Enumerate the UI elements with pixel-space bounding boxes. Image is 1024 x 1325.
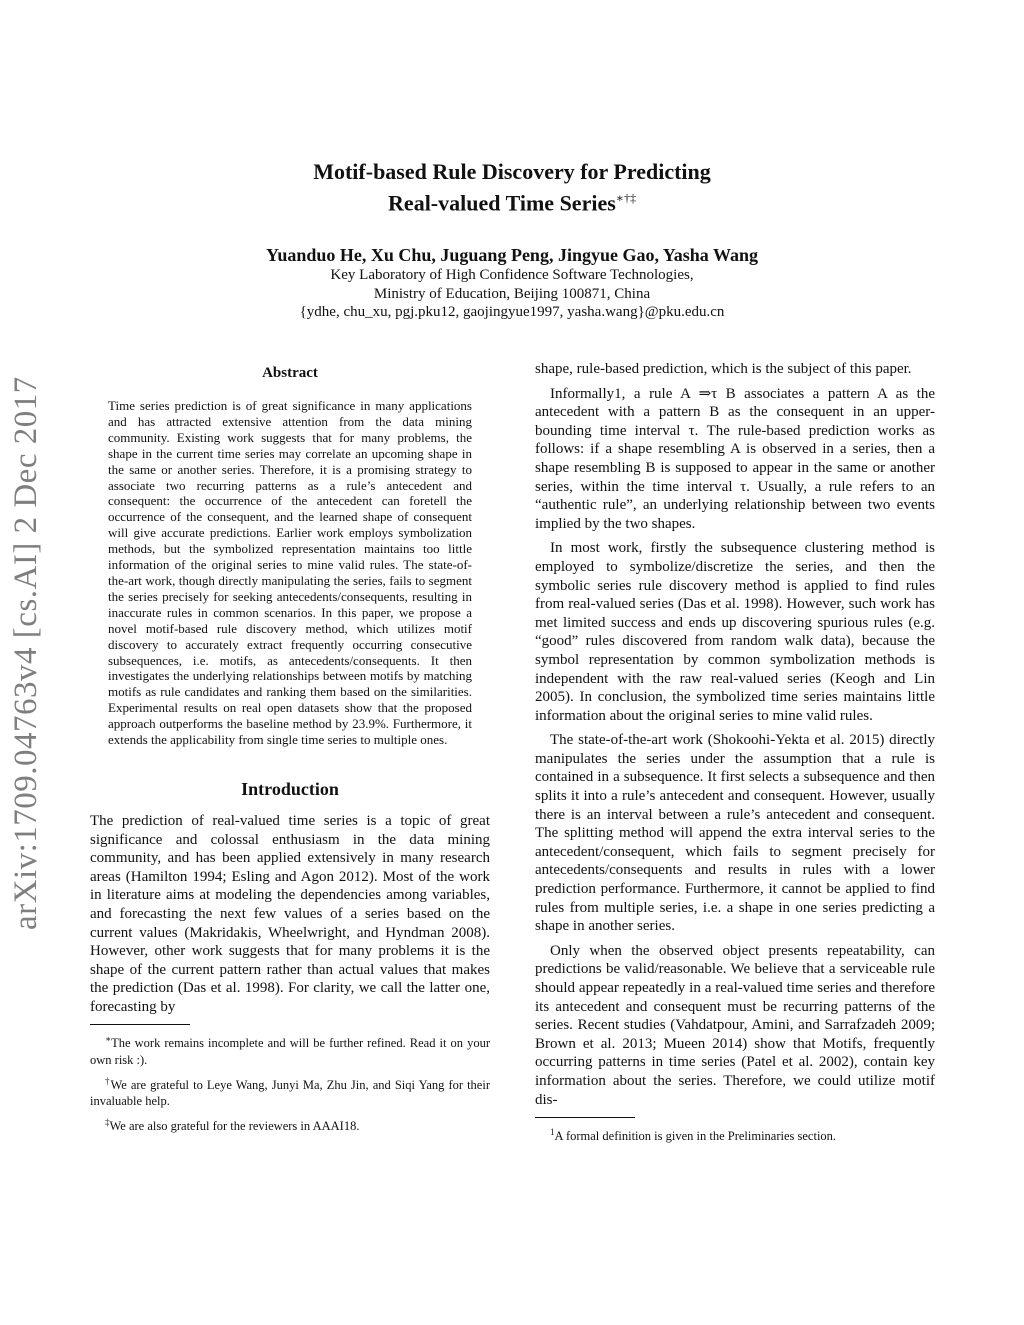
introduction-heading: Introduction	[241, 778, 339, 799]
right-footnote-rule	[535, 1117, 635, 1118]
right-column	[535, 360, 935, 1149]
footnote-2-mark: †	[105, 1075, 111, 1086]
right-paragraph-1: Informally1, a rule A ⇒τ B associates a pattern A as the antecedent with a pattern B as the consequent in an upper-bounding time interval τ. The rule-based prediction works as follows: if a shape resembling A is observed in a series, then a shape resembling B is supposed to appear in the same or another series, within the time interval τ. Usually, a rule refers to an “authentic rule”, an underlying relationship between two events implied by the two shapes.	[535, 385, 935, 532]
footnote-1-text: The work remains incomplete and will be further refined. Read it on your own risk :).	[90, 1036, 490, 1068]
abstract-text: Time series prediction is of great significance in many applications and has attracted extensive attention from the data mining community. Existing work suggests that for many problems, the shape in the current time series may correlate an upcoming shape in the same or another series. Therefore, it is a promising strategy to associate two recurring patterns as a rule’s antecedent and consequent: the occurrence of the antecedent can foretell the occurrence of the consequent, and the learned shape of consequent will give accurate predictions. Earlier work employs symbolization methods, but the symbolized representation maintains too little information of the original series to mine valid rules. The state-of-the-art work, though directly manipulating the series, fails to segment the series precisely for seeking antecedents/consequents, resulting in inaccurate rules in common scenarios. In this paper, we propose a novel motif-based rule discovery method, which utilizes motif discovery to accurately extract frequently occurring consecutive subsequences, i.e. motifs, as antecedents/consequents. It then investigates the underlying relationships between motifs by matching motifs as rule candidates and ranking them based on the similarities. Experimental results on real open datasets show that the proposed approach outperforms the baseline method by 23.9%. Furthermore, it extends the applicability from single time series to multiple ones.	[108, 398, 472, 748]
footnote-1	[90, 1031, 490, 1068]
footnote-definition-text: A formal definition is given in the Preliminaries section.	[554, 1129, 837, 1144]
paper-title	[0, 158, 1024, 216]
title-line-1: Motif-based Rule Discovery for Predicting	[313, 159, 711, 184]
arxiv-identifier: arXiv:1709.04763v4 [cs.AI] 2 Dec 2017	[8, 376, 44, 930]
author-emails: {ydhe, chu_xu, pgj.pku12, gaojingyue1997, yasha.wang}@pku.edu.cn	[299, 304, 725, 321]
affiliation-line-2: Ministry of Education, Beijing 100871, China	[373, 285, 651, 302]
footnote-definition	[535, 1124, 935, 1145]
right-paragraph-2: In most work, firstly the subsequence clustering method is employed to symbolize/discretize the series, and then the symbolic series rule discovery method is applied to find rules from real-valued series (Das et al. 1998). However, such work has met limited success and ends up discovering spurious rules (e.g. “good” rules discovered from random walk data), because the symbol representation by common symbolization methods is independent with the raw real-valued series (Keogh and Lin 2005). In conclusion, the symbolized time series maintains little information about the original series to mine valid rules.	[535, 540, 935, 724]
left-column	[90, 360, 490, 1138]
right-paragraph-0: shape, rule-based prediction, which is the subject of this paper.	[535, 361, 912, 377]
footnote-3	[90, 1114, 490, 1135]
title-line-2: Real-valued Time Series	[388, 190, 616, 216]
paper-header	[0, 158, 1024, 322]
footnote-3-mark: ‡	[105, 1116, 110, 1127]
footnote-2-text: We are grateful to Leye Wang, Junyi Ma, Zhu Jin, and Siqi Yang for their invaluable help.	[90, 1077, 490, 1109]
footnote-2	[90, 1073, 490, 1110]
author-list: Yuanduo He, Xu Chu, Juguang Peng, Jingyue Gao, Yasha Wang	[266, 245, 758, 266]
footnote-definition-mark: 1	[550, 1127, 555, 1138]
footnote-rule	[90, 1024, 190, 1025]
footnote-1-mark: ∗	[105, 1034, 112, 1045]
introduction-paragraph-1: The prediction of real-valued time series is a topic of great significance and colossal enthusiasm in the data mining community, and has been applied extensively in many research areas (Hamilton 1994; Esling and Agon 2012). Most of the work in literature aims at modeling the dependencies among variables, and forecasting the next few values of a series based on the current values (Makridakis, Wheelwright, and Hyndman 2008). However, other work suggests that for many problems it is the shape of the current pattern rather than actual values that makes the prediction (Das et al. 1998). For clarity, we call the latter one, forecasting by	[90, 812, 490, 1015]
right-paragraph-3: The state-of-the-art work (Shokoohi-Yekta et al. 2015) directly manipulates the series under the assumption that a rule is contained in a subsequence. It first selects a subsequence and then splits it into a rule’s antecedent and consequent. However, usually there is an interval between a rule’s antecedent and consequent. The splitting method will append the extra interval series to the antecedent/consequent, which fails to segment precisely for antecedents/consequents and results in rules with a lower prediction performance. Furthermore, it cannot be applied to find rules from multiple series, i.e. a shape in one series predicting a shape in another series.	[535, 732, 935, 935]
right-paragraph-4: Only when the observed object presents repeatability, can predictions be valid/reasonable. We believe that a serviceable rule should appear repeatedly in a real-valued time series and therefore its antecedent and consequent must be recurring patterns of the series. Recent studies (Vahdatpour, Amini, and Sarrafzadeh 2009; Brown et al. 2013; Mueen 2014) show that Motifs, frequently occurring patterns in time series (Patel et al. 2002), contain key information about the series. Therefore, we could utilize motif dis-	[535, 942, 935, 1108]
footnote-3-text: We are also grateful for the reviewers in AAAI18.	[109, 1118, 360, 1133]
title-footnote-marks: ∗†‡	[615, 191, 636, 205]
abstract-heading: Abstract	[262, 365, 318, 381]
affiliation-line-1: Key Laboratory of High Confidence Software Technologies,	[330, 267, 694, 284]
